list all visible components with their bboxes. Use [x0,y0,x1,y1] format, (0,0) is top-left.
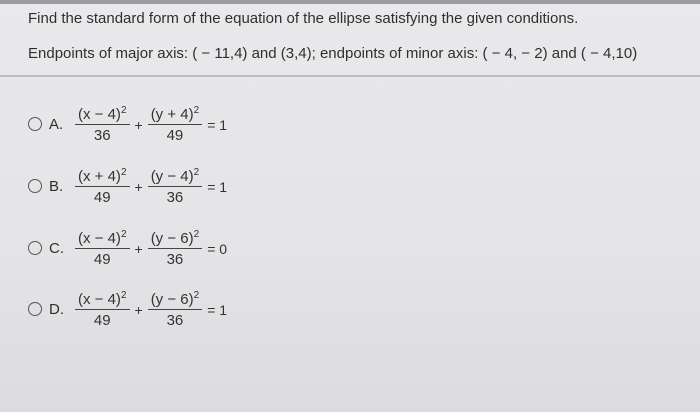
numerator: (x + 4) [78,167,121,185]
fraction-x [75,230,130,267]
equation-rhs: = 1 [207,302,228,318]
numerator: (x − 4) [78,105,121,123]
equation-rhs: = 0 [207,241,228,257]
radio-a[interactable] [28,117,42,131]
radio-c[interactable] [28,241,42,255]
denominator: 49 [93,188,111,206]
numerator: (y − 4) [150,167,194,185]
numerator: (y + 4) [150,105,194,123]
option-letter: D. [49,300,64,318]
option-letter: A. [49,115,64,133]
divider [0,75,700,77]
equation-rhs: = 1 [207,117,228,133]
exponent: 2 [193,166,200,178]
option-c[interactable] [28,222,348,274]
denominator: 49 [93,311,111,329]
denominator: 49 [166,126,184,144]
exponent: 2 [120,166,127,178]
exponent: 2 [120,289,127,301]
denominator: 36 [93,126,111,144]
plus-sign: + [134,179,143,195]
option-b[interactable] [28,160,348,212]
fraction-x [75,106,130,143]
denominator: 49 [93,250,111,268]
exponent: 2 [193,104,200,116]
fraction-y [148,106,203,143]
top-edge [0,0,700,4]
question-text: Find the standard form of the equation of the ellipse satisfying the given conditions. [28,10,579,27]
plus-sign: + [134,302,143,318]
fraction-y [148,168,203,205]
exponent: 2 [193,228,200,240]
radio-d[interactable] [28,302,42,316]
fraction-x [75,168,130,205]
radio-b[interactable] [28,179,42,193]
numerator: (x − 4) [78,290,121,308]
given-conditions: Endpoints of major axis: ( − 11,4) and (3,4); endpoints of minor axis: ( − 4, − 2) and ( − 4,10) [28,45,638,62]
plus-sign: + [134,241,143,257]
equation-rhs: = 1 [207,179,228,195]
denominator: 36 [166,188,184,206]
option-letter: C. [49,239,64,257]
fraction-x [75,291,130,328]
exponent: 2 [120,228,127,240]
plus-sign: + [134,117,143,133]
numerator: (x − 4) [78,229,121,247]
numerator: (y − 6) [150,229,194,247]
option-d[interactable] [28,283,348,335]
option-letter: B. [49,177,64,195]
fraction-y [148,291,203,328]
numerator: (y − 6) [150,290,194,308]
denominator: 36 [166,311,184,329]
fraction-y [148,230,203,267]
option-a[interactable] [28,98,348,150]
denominator: 36 [166,250,184,268]
exponent: 2 [193,289,200,301]
exponent: 2 [120,104,127,116]
